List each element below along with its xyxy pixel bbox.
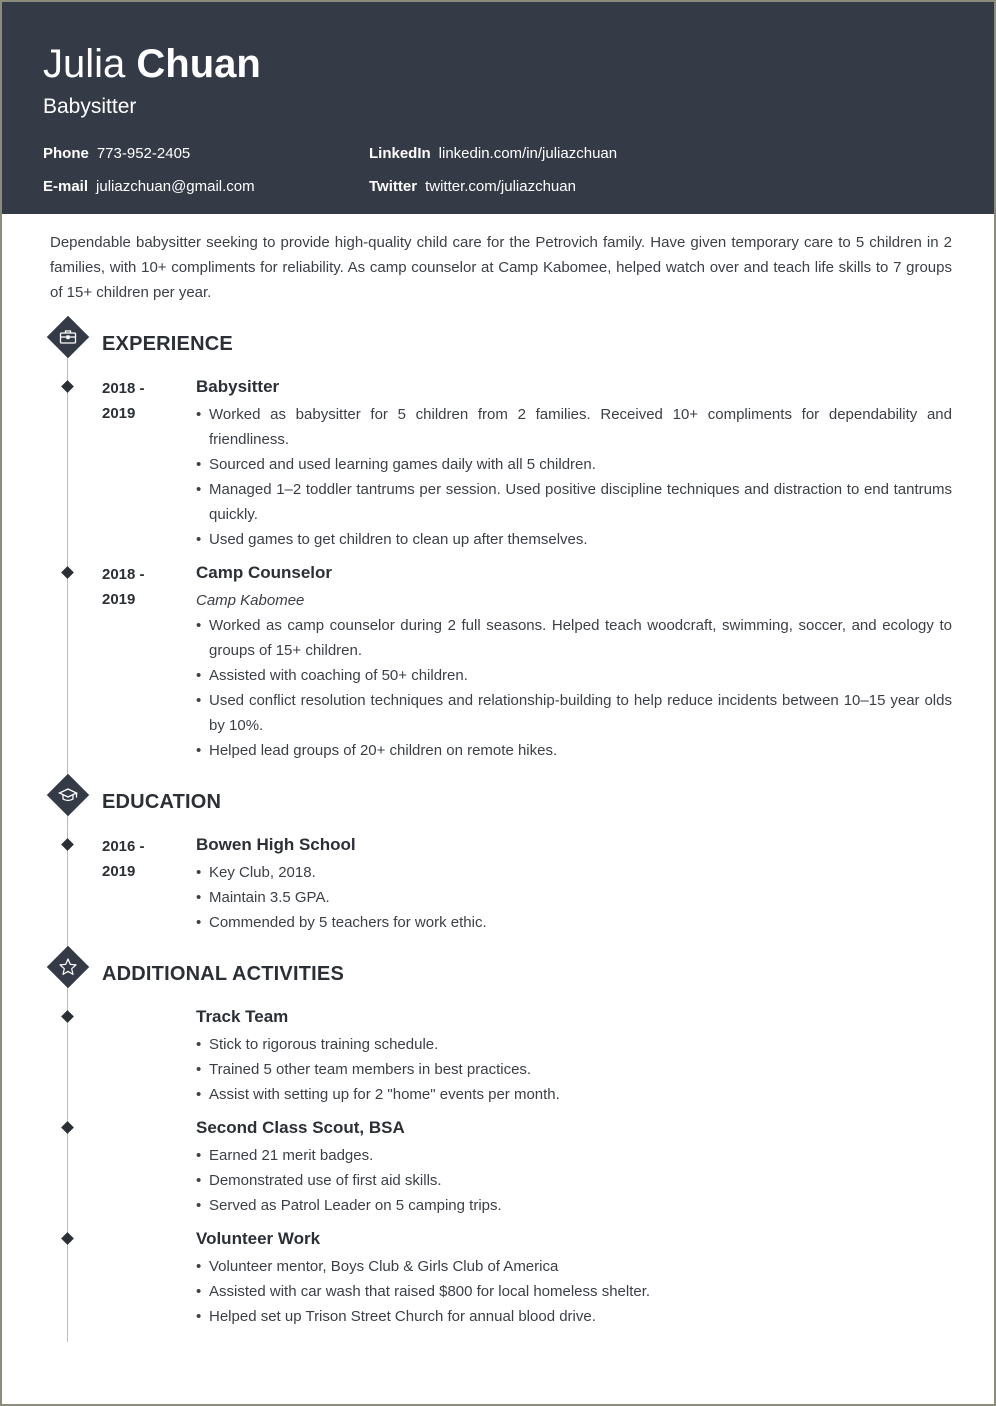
bullet-item: • Worked as babysitter for 5 children from 2 families. Received 10+ compliments for dependability and friendliness.: [196, 402, 952, 452]
entry-title: Second Class Scout, BSA: [196, 1118, 405, 1137]
date-end: 2019: [102, 405, 136, 422]
entry-date: [102, 562, 162, 612]
entry-date: [102, 376, 162, 426]
entry-bullets: [196, 402, 952, 552]
summary-paragraph: Dependable babysitter seeking to provide high-quality child care for the Petrovich family. Have given temporary care to 5 children in 2 families, with 10+ compliments for reliability. As camp counselor at Camp Kabomee, helped watch over and teach life skills to 7 groups of 15+ children per year.: [50, 234, 952, 301]
section-title-experience: EXPERIENCE: [102, 333, 233, 355]
bullet-item: • Sourced and used learning games daily with all 5 children.: [196, 452, 952, 477]
contact-email-value[interactable]: juliazchuan@gmail.com: [96, 178, 255, 195]
bullet-item: • Volunteer mentor, Boys Club & Girls Club of America: [196, 1254, 952, 1279]
timeline-marker: [61, 1232, 74, 1245]
bullet-item: • Managed 1–2 toddler tantrums per session. Used positive discipline techniques and distraction to end tantrums quickly.: [196, 477, 952, 527]
bullet-item: • Key Club, 2018.: [196, 860, 952, 885]
bullet-item: • Trained 5 other team members in best practices.: [196, 1057, 952, 1082]
date-end: 2019: [102, 863, 136, 880]
resume-header: [2, 2, 994, 214]
entry-title: Camp Counselor: [196, 563, 333, 582]
bullet-item: • Commended by 5 teachers for work ethic.: [196, 910, 952, 935]
date-start: 2016 -: [102, 838, 145, 855]
timeline-marker: [61, 1121, 74, 1134]
timeline-marker: [61, 566, 74, 579]
entry-title: Bowen High School: [196, 835, 356, 854]
entry-title: Babysitter: [196, 377, 280, 396]
section-title-activities: ADDITIONAL ACTIVITIES: [102, 963, 344, 985]
bullet-item: • Worked as camp counselor during 2 full seasons. Helped teach woodcraft, swimming, soccer, and ecology to groups of 15+ children.: [196, 613, 952, 663]
entry-bullets: [196, 613, 952, 763]
first-name: Julia: [43, 42, 126, 86]
bullet-item: • Used conflict resolution techniques and relationship-building to help reduce incidents between 10–15 year olds by 10%.: [196, 688, 952, 738]
bullet-item: • Earned 21 merit badges.: [196, 1143, 952, 1168]
section-title-education: EDUCATION: [102, 791, 222, 813]
briefcase-icon: [47, 316, 89, 358]
entry-organization: Camp Kabomee: [196, 592, 305, 609]
timeline-marker: [61, 1010, 74, 1023]
contact-twitter: [369, 177, 576, 197]
graduation-cap-icon: [47, 774, 89, 816]
date-end: 2019: [102, 591, 136, 608]
contact-twitter-label: Twitter: [369, 178, 418, 195]
contact-phone: [43, 144, 190, 164]
contact-email-label: E-mail: [43, 178, 89, 195]
contact-linkedin-value[interactable]: linkedin.com/in/juliazchuan: [438, 145, 618, 162]
entry-title: Track Team: [196, 1007, 289, 1026]
entry-bullets: [196, 1254, 952, 1329]
entry-bullets: [196, 860, 952, 935]
bullet-item: • Demonstrated use of first aid skills.: [196, 1168, 952, 1193]
bullet-item: • Served as Patrol Leader on 5 camping trips.: [196, 1193, 952, 1218]
timeline-marker: [61, 380, 74, 393]
last-name: Chuan: [136, 42, 261, 86]
contact-email: [43, 177, 255, 197]
star-icon: [47, 946, 89, 988]
contact-twitter-value[interactable]: twitter.com/juliazchuan: [425, 178, 576, 195]
candidate-role: Babysitter: [43, 95, 137, 118]
bullet-item: • Maintain 3.5 GPA.: [196, 885, 952, 910]
entry-bullets: [196, 1032, 952, 1107]
entry-bullets: [196, 1143, 952, 1218]
candidate-name: [43, 40, 261, 88]
contact-linkedin-label: LinkedIn: [369, 145, 431, 162]
bullet-item: • Assisted with car wash that raised $800 for local homeless shelter.: [196, 1279, 952, 1304]
bullet-item: • Helped set up Trison Street Church for annual blood drive.: [196, 1304, 952, 1329]
timeline-marker: [61, 838, 74, 851]
bullet-item: • Used games to get children to clean up after themselves.: [196, 527, 952, 552]
contact-linkedin: [369, 144, 617, 164]
contact-phone-value: 773-952-2405: [96, 145, 191, 162]
date-start: 2018 -: [102, 380, 145, 397]
contact-phone-label: Phone: [43, 145, 89, 162]
bullet-item: • Stick to rigorous training schedule.: [196, 1032, 952, 1057]
bullet-item: • Assisted with coaching of 50+ children.: [196, 663, 952, 688]
entry-title: Volunteer Work: [196, 1229, 321, 1248]
bullet-item: • Assist with setting up for 2 "home" events per month.: [196, 1082, 952, 1107]
entry-date: [102, 834, 162, 884]
date-start: 2018 -: [102, 566, 145, 583]
bullet-item: • Helped lead groups of 20+ children on remote hikes.: [196, 738, 952, 763]
